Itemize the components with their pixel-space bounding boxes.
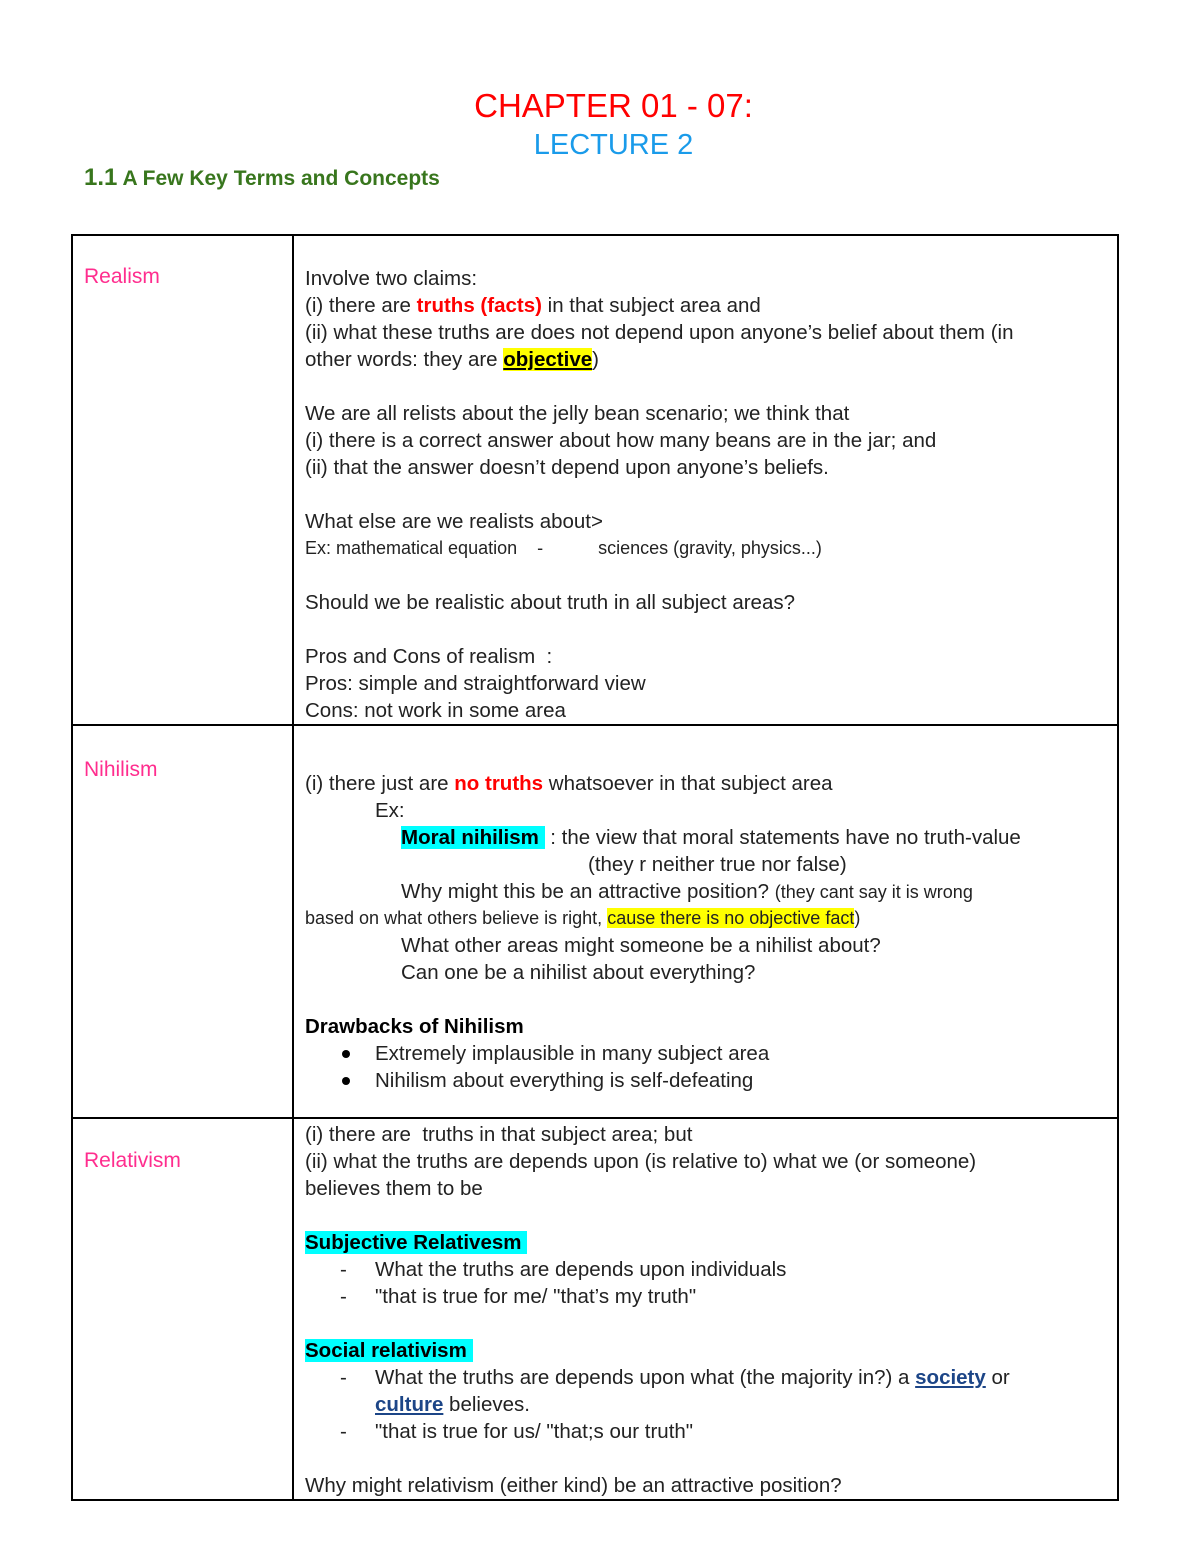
social-relativism-heading: Social relativism — [305, 1339, 473, 1362]
section-number: 1.1 — [84, 164, 118, 191]
text-line — [305, 1229, 1107, 1256]
text-line: Cons: not work in some area — [305, 699, 566, 722]
spacer — [305, 373, 1107, 400]
spacer — [305, 616, 1107, 643]
culture-emphasis: culture — [375, 1393, 444, 1416]
table-row-nihilism — [72, 725, 1118, 1118]
term-cell-nihilism — [72, 725, 293, 1118]
spacer — [305, 562, 1107, 589]
text-span: believes. — [443, 1393, 530, 1416]
text-span: (they cant say it is wrong — [774, 882, 973, 902]
text-line — [305, 824, 1107, 851]
section-heading — [84, 163, 440, 194]
truths-facts-emphasis: truths (facts) — [416, 294, 542, 317]
text-line: Pros and Cons of realism : — [305, 645, 553, 668]
text-line: What else are we realists about> — [305, 510, 603, 533]
text-span: : the view that moral statements have no truth-value — [544, 826, 1021, 849]
term-realism: Realism — [84, 265, 160, 288]
table-row-relativism — [72, 1118, 1118, 1500]
social-relativism-list — [305, 1364, 1107, 1445]
text-line: believes them to be — [305, 1177, 483, 1200]
text-line: Why might relativism (either kind) be an attractive position? — [305, 1474, 842, 1497]
text-line: (ii) what the truths are depends upon (is relative to) what we (or someone) — [305, 1150, 977, 1173]
no-objective-fact-highlight: cause there is no objective fact — [607, 908, 855, 928]
text-span: (i) there are — [305, 294, 417, 317]
text-line: (they r neither true nor false) — [588, 853, 847, 876]
text-line: Pros: simple and straightforward view — [305, 672, 646, 695]
text-line: Ex: — [375, 799, 405, 822]
text-line — [305, 878, 1107, 905]
text-line — [305, 1337, 1107, 1364]
text-line: (ii) what these truths are does not depend upon anyone’s belief about them (in — [305, 321, 1014, 344]
text-span: whatsoever in that subject area — [543, 772, 833, 795]
spacer — [305, 1310, 1107, 1337]
moral-nihilism-highlight: Moral nihilism — [401, 826, 545, 849]
text-span: ) — [592, 348, 599, 371]
spacer — [305, 1445, 1107, 1472]
text-line: (i) there are truths in that subject area; but — [305, 1123, 693, 1146]
text-span: based on what others believe is right, — [305, 908, 608, 928]
spacer — [305, 986, 1107, 1013]
section-title: A Few Key Terms and Concepts — [122, 167, 440, 190]
terms-table — [71, 234, 1119, 1501]
list-item — [305, 1364, 1107, 1418]
text-line — [305, 292, 1107, 319]
text-line: Involve two claims: — [305, 267, 478, 290]
list-item: - What the truths are depends upon individuals — [305, 1256, 1107, 1283]
definition-nihilism — [293, 725, 1118, 1118]
text-line: Can one be a nihilist about everything? — [401, 961, 756, 984]
text-span: (i) there just are — [305, 772, 455, 795]
term-cell-relativism — [72, 1118, 293, 1500]
spacer — [305, 481, 1107, 508]
text-line — [305, 346, 1107, 373]
text-span: other words: they are — [305, 348, 504, 371]
text-span: What the truths are depends upon what (the majority in?) a — [375, 1366, 916, 1389]
objective-highlight: objective — [503, 348, 593, 371]
term-relativism: Relativism — [84, 1149, 181, 1172]
text-line: Ex: mathematical equation - sciences (gravity, physics...) — [305, 538, 822, 558]
text-span: in that subject area and — [541, 294, 761, 317]
drawbacks-heading: Drawbacks of Nihilism — [305, 1015, 524, 1038]
text-line — [305, 905, 1107, 932]
list-item: Nihilism about everything is self-defeating — [305, 1067, 1107, 1094]
text-span: or — [985, 1366, 1010, 1389]
text-line: (i) there is a correct answer about how many beans are in the jar; and — [305, 429, 937, 452]
definition-realism — [293, 235, 1118, 725]
society-emphasis: society — [915, 1366, 986, 1389]
text-line — [305, 770, 1107, 797]
text-line: Should we be realistic about truth in all subject areas? — [305, 591, 796, 614]
list-item: - "that is true for me/ "that’s my truth" — [305, 1283, 1107, 1310]
text-span: ) — [854, 908, 861, 928]
term-cell-realism — [72, 235, 293, 725]
spacer — [305, 1202, 1107, 1229]
text-line: We are all relists about the jelly bean scenario; we think that — [305, 402, 850, 425]
chapter-title: CHAPTER 01 - 07: — [474, 87, 753, 124]
term-nihilism: Nihilism — [84, 758, 158, 781]
list-item: - "that is true for us/ "that;s our truth" — [305, 1418, 1107, 1445]
definition-relativism — [293, 1118, 1118, 1500]
no-truths-emphasis: no truths — [454, 772, 544, 795]
table-row-realism — [72, 235, 1118, 725]
text-line: What other areas might someone be a nihilist about? — [401, 934, 881, 957]
subjective-relativism-list — [305, 1256, 1107, 1310]
list-item: Extremely implausible in many subject area — [305, 1040, 1107, 1067]
subjective-relativism-heading: Subjective Relativesm — [305, 1231, 528, 1254]
drawbacks-list — [305, 1040, 1107, 1094]
text-span: Why might this be an attractive position? — [401, 880, 775, 903]
lecture-subtitle: LECTURE 2 — [533, 129, 694, 161]
text-line: (ii) that the answer doesn’t depend upon anyone’s beliefs. — [305, 456, 829, 479]
